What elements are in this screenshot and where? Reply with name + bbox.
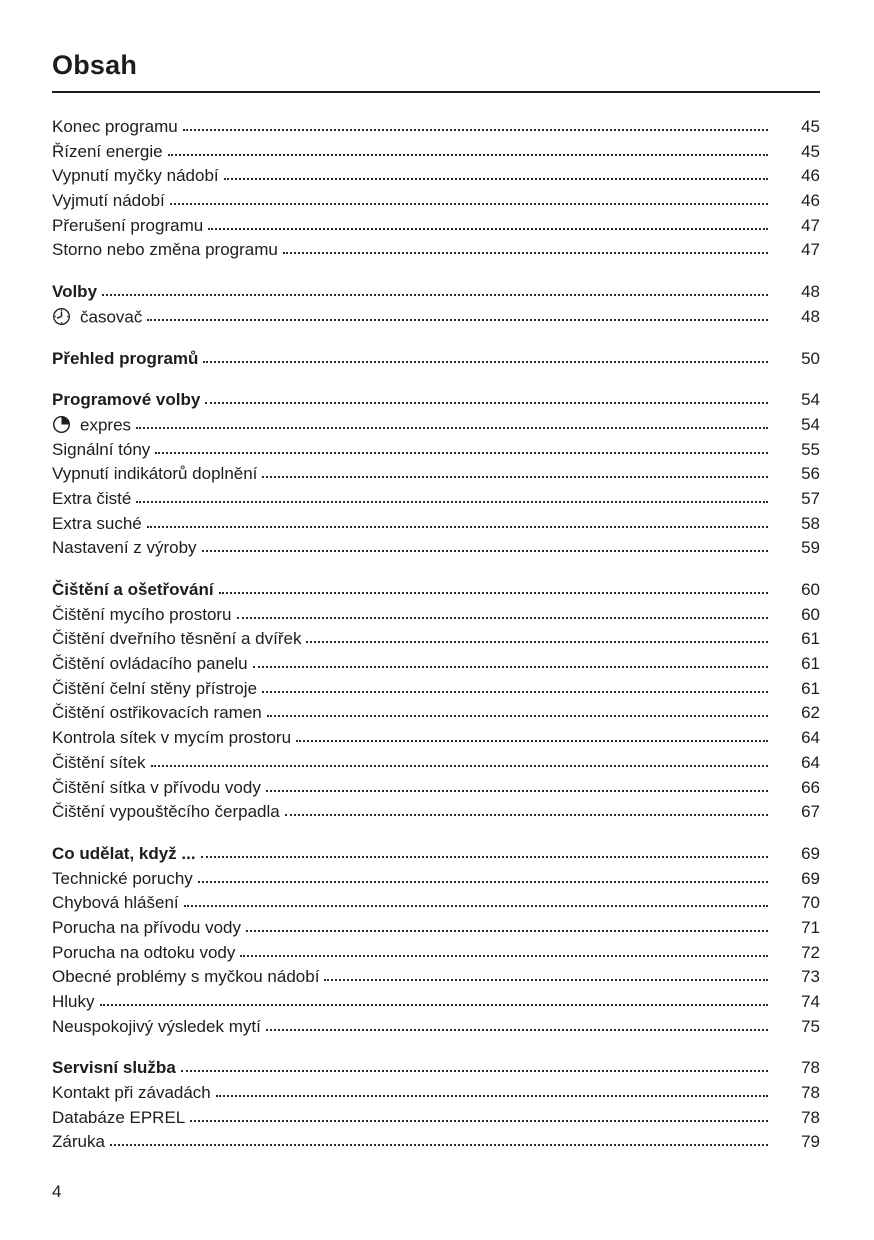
toc-entry-page: 67	[801, 802, 820, 822]
toc-entry-page: 79	[801, 1132, 820, 1152]
toc-entry-page: 69	[801, 868, 820, 888]
toc-entry-page: 61	[801, 678, 820, 698]
toc-entry-page: 75	[801, 1016, 820, 1036]
toc-entry	[52, 869, 820, 894]
toc-entry	[52, 538, 820, 563]
toc-entry-label	[52, 349, 198, 369]
toc-entry-page: 78	[801, 1083, 820, 1103]
toc-entry	[52, 703, 820, 728]
toc-entry-label-text: Čištění čelní stěny přístroje	[52, 678, 258, 698]
toc-entry-label	[52, 191, 165, 211]
toc-entry-label	[52, 1017, 261, 1037]
toc-entry-label-text: Vypnutí myčky nádobí	[52, 166, 219, 186]
toc-entry	[52, 943, 820, 968]
toc-entry-label	[52, 1132, 105, 1152]
toc-list	[52, 117, 820, 1157]
toc-entry	[52, 893, 820, 918]
toc-entry	[52, 654, 820, 679]
toc-section	[52, 844, 820, 1042]
dot-leader	[285, 814, 768, 816]
toc-entry-page: 64	[801, 752, 820, 772]
toc-entry	[52, 802, 820, 827]
toc-entry-label-text: Nastavení z výroby	[52, 538, 197, 558]
toc-entry-page: 45	[801, 117, 820, 136]
toc-entry-page: 56	[801, 464, 820, 484]
toc-section	[52, 1058, 820, 1157]
toc-entry	[52, 753, 820, 778]
toc-entry-label-text: Přerušení programu	[52, 215, 204, 235]
toc-section	[52, 117, 820, 265]
toc-entry-page: 45	[801, 141, 820, 161]
toc-entry	[52, 992, 820, 1017]
dot-leader	[136, 501, 768, 503]
toc-entry-label	[52, 1083, 211, 1103]
dot-leader	[147, 319, 768, 321]
toc-entry-label-text: Storno nebo změna programu	[52, 240, 278, 260]
toc-entry	[52, 464, 820, 489]
toc-entry-label-text: expres	[80, 415, 132, 435]
toc-entry-page: 69	[801, 843, 820, 863]
toc-entry-label-text: Vypnutí indikátorů doplnění	[52, 464, 258, 484]
dot-leader	[324, 979, 768, 981]
toc-entry-page: 71	[801, 917, 820, 937]
toc-entry-label-text: Přehled programů	[52, 348, 199, 368]
toc-entry-label-text: Neuspokojivý výsledek mytí	[52, 1016, 261, 1036]
toc-entry-label-text: Extra čisté	[52, 488, 132, 508]
dot-leader	[240, 955, 768, 957]
toc-entry-label	[52, 514, 142, 534]
toc-entry	[52, 728, 820, 753]
toc-entry	[52, 191, 820, 216]
toc-entry-page: 55	[801, 439, 820, 459]
timer-clock-icon	[52, 307, 71, 326]
toc-entry-page: 47	[801, 215, 820, 235]
dot-leader	[184, 905, 768, 907]
toc-entry-label	[52, 943, 235, 963]
toc-entry-page: 58	[801, 513, 820, 533]
dot-leader	[183, 129, 768, 131]
toc-entry-label	[52, 307, 142, 328]
toc-entry-label	[52, 282, 97, 302]
dot-leader	[216, 1095, 768, 1097]
dot-leader	[246, 930, 768, 932]
toc-entry-label-text: Vyjmutí nádobí	[52, 191, 165, 211]
toc-entry-page: 48	[801, 282, 820, 302]
dot-leader	[170, 203, 768, 205]
toc-section	[52, 282, 820, 331]
dot-leader	[296, 740, 768, 742]
toc-entry-label	[52, 1108, 185, 1128]
dot-leader	[136, 427, 768, 429]
toc-entry-label-text: Řízení energie	[52, 141, 163, 161]
dot-leader	[283, 252, 768, 254]
toc-entry-label	[52, 166, 219, 186]
toc-entry-label	[52, 117, 178, 137]
dot-leader	[203, 361, 768, 363]
toc-entry	[52, 142, 820, 167]
toc-entry-label-text: časovač	[80, 307, 143, 327]
toc-entry-label	[52, 464, 257, 484]
dot-leader	[253, 666, 768, 668]
toc-entry-label	[52, 440, 150, 460]
dot-leader	[266, 790, 768, 792]
toc-entry-label-text: Čištění ovládacího panelu	[52, 654, 248, 674]
toc-entry-label-text: Porucha na odtoku vody	[52, 942, 236, 962]
dot-leader	[267, 715, 768, 717]
toc-entry-page: 74	[801, 992, 820, 1011]
toc-entry	[52, 216, 820, 241]
toc-entry-page: 66	[801, 777, 820, 797]
dot-leader	[102, 294, 768, 296]
toc-entry-label	[52, 240, 278, 260]
toc-entry-label-text: Čištění sítka v přívodu vody	[52, 777, 261, 797]
toc-entry-label-text: Čištění ostřikovacích ramen	[52, 703, 262, 723]
toc-entry-page: 50	[801, 348, 820, 368]
dot-leader	[266, 1029, 768, 1031]
toc-entry-page: 46	[801, 166, 820, 186]
dot-leader	[147, 526, 768, 528]
toc-entry	[52, 440, 820, 465]
dot-leader	[205, 402, 768, 404]
toc-entry-label	[52, 703, 262, 723]
toc-entry	[52, 580, 820, 605]
toc-entry-page: 47	[801, 240, 820, 260]
toc-entry-label	[52, 728, 291, 748]
toc-entry-page: 60	[801, 580, 820, 599]
toc-section	[52, 580, 820, 827]
toc-entry-label	[52, 390, 200, 410]
toc-entry-label	[52, 893, 179, 913]
dot-leader	[198, 881, 768, 883]
toc-entry-label	[52, 216, 203, 236]
toc-entry-label-text: Programové volby	[52, 390, 201, 410]
toc-entry-label	[52, 538, 197, 558]
toc-page	[52, 48, 820, 1157]
toc-entry-label-text: Konec programu	[52, 117, 178, 136]
toc-entry	[52, 1058, 820, 1083]
toc-entry-label-text: Čištění a ošetřování	[52, 580, 214, 599]
toc-entry-label	[52, 992, 95, 1012]
toc-entry-page: 54	[801, 415, 820, 435]
toc-entry-label	[52, 580, 214, 600]
toc-entry-label	[52, 629, 301, 649]
dot-leader	[306, 641, 768, 643]
toc-entry-label-text: Hluky	[52, 992, 95, 1011]
toc-entry-label-text: Servisní služba	[52, 1058, 176, 1078]
dot-leader	[190, 1120, 768, 1122]
toc-entry-label-text: Čištění sítek	[52, 752, 146, 772]
dot-leader	[237, 617, 768, 619]
toc-entry-label	[52, 679, 257, 699]
toc-entry	[52, 778, 820, 803]
toc-entry-label	[52, 753, 146, 773]
toc-entry-page: 64	[801, 728, 820, 748]
toc-entry-label-text: Volby	[52, 282, 98, 302]
dot-leader	[219, 592, 768, 594]
dot-leader	[100, 1004, 768, 1006]
dot-leader	[224, 178, 768, 180]
toc-entry	[52, 605, 820, 630]
dot-leader	[262, 476, 768, 478]
toc-entry-label	[52, 918, 241, 938]
toc-entry	[52, 307, 820, 332]
toc-entry-label-text: Kontrola sítek v mycím prostoru	[52, 728, 292, 748]
toc-entry-page: 62	[801, 703, 820, 723]
toc-entry-label-text: Kontakt při závadách	[52, 1083, 211, 1103]
toc-entry-page: 61	[801, 654, 820, 674]
toc-entry-page: 57	[801, 488, 820, 508]
toc-entry	[52, 1017, 820, 1042]
toc-entry	[52, 117, 820, 142]
title-rule	[52, 91, 820, 93]
toc-entry	[52, 240, 820, 265]
footer-page-number: 4	[52, 1182, 62, 1201]
toc-entry-label-text: Porucha na přívodu vody	[52, 917, 242, 937]
toc-entry-label-text: Obecné problémy s myčkou nádobí	[52, 967, 320, 987]
dot-leader	[155, 452, 768, 454]
toc-entry-label-text: Databáze EPREL	[52, 1107, 186, 1127]
dot-leader	[201, 856, 768, 858]
toc-entry-page: 59	[801, 538, 820, 558]
dot-leader	[262, 691, 768, 693]
toc-entry-label-text: Chybová hlášení	[52, 893, 179, 913]
toc-entry-page: 78	[801, 1107, 820, 1127]
toc-entry-label	[52, 654, 248, 674]
toc-entry	[52, 166, 820, 191]
toc-entry-page: 48	[801, 307, 820, 327]
toc-section	[52, 390, 820, 563]
toc-entry-label	[52, 844, 196, 864]
toc-entry-label-text: Co udělat, když ...	[52, 843, 196, 863]
toc-entry-label	[52, 778, 261, 798]
dot-leader	[110, 1144, 768, 1146]
toc-section	[52, 349, 820, 374]
toc-entry-label	[52, 1058, 176, 1078]
toc-entry-label-text: Signální tóny	[52, 439, 151, 459]
toc-entry-label	[52, 967, 319, 987]
toc-entry	[52, 679, 820, 704]
toc-entry	[52, 489, 820, 514]
toc-entry-page: 46	[801, 191, 820, 211]
toc-entry-label-text: Záruka	[52, 1132, 105, 1152]
toc-entry-label	[52, 605, 232, 625]
toc-entry-label-text: Čištění dveřního těsnění a dvířek	[52, 629, 302, 649]
toc-entry-page: 61	[801, 629, 820, 649]
toc-entry	[52, 1108, 820, 1133]
toc-entry	[52, 844, 820, 869]
toc-entry-page: 70	[801, 893, 820, 913]
toc-entry-page: 78	[801, 1058, 820, 1078]
toc-entry-label-text: Extra suché	[52, 513, 142, 533]
toc-entry-page: 73	[801, 967, 820, 987]
toc-entry-label	[52, 869, 193, 889]
toc-entry-label	[52, 415, 131, 436]
toc-entry	[52, 967, 820, 992]
dot-leader	[202, 550, 768, 552]
toc-entry	[52, 415, 820, 440]
toc-entry-page: 72	[801, 942, 820, 962]
toc-entry	[52, 282, 820, 307]
toc-entry	[52, 629, 820, 654]
toc-entry	[52, 918, 820, 943]
toc-entry	[52, 514, 820, 539]
toc-entry-label	[52, 802, 280, 822]
toc-entry-label	[52, 489, 131, 509]
dot-leader	[151, 765, 768, 767]
toc-entry-label-text: Čištění vypouštěcího čerpadla	[52, 802, 280, 822]
dot-leader	[181, 1070, 768, 1072]
toc-entry	[52, 390, 820, 415]
toc-entry-page: 54	[801, 390, 820, 410]
dot-leader	[208, 228, 768, 230]
toc-entry-label	[52, 142, 163, 162]
toc-entry	[52, 349, 820, 374]
toc-entry-label-text: Čištění mycího prostoru	[52, 604, 232, 624]
toc-entry-label-text: Technické poruchy	[52, 868, 193, 888]
page-title: Obsah	[52, 50, 138, 80]
toc-entry-page: 60	[801, 604, 820, 624]
toc-entry	[52, 1083, 820, 1108]
dot-leader	[168, 154, 768, 156]
toc-entry	[52, 1132, 820, 1157]
quarter-clock-icon	[52, 415, 71, 434]
